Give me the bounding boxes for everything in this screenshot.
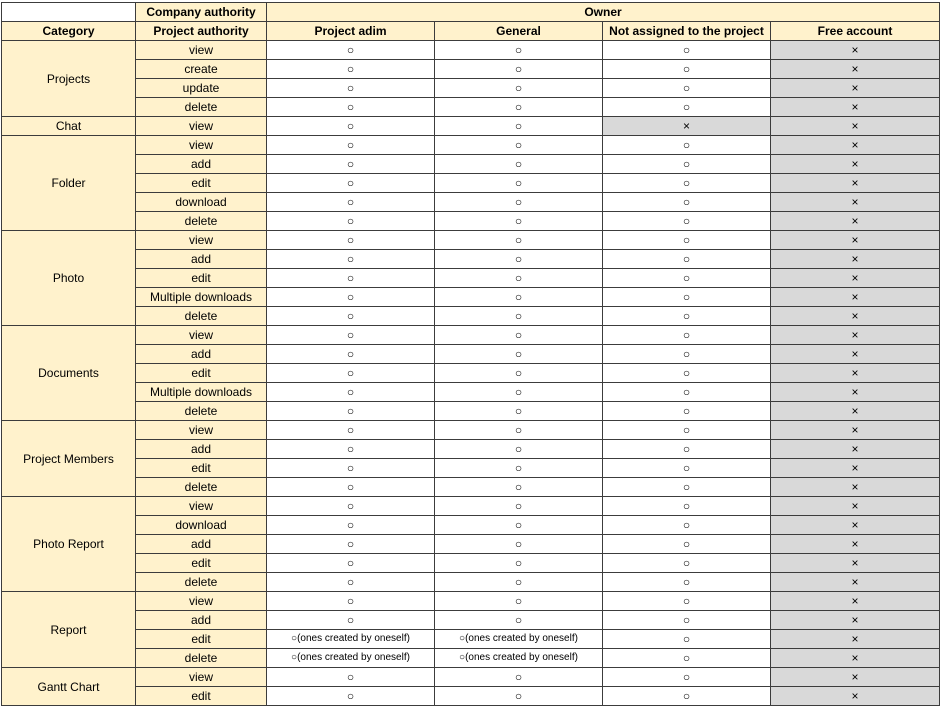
permission-cell: edit bbox=[136, 459, 267, 478]
permission-cell: delete bbox=[136, 573, 267, 592]
not-allowed-mark: × bbox=[771, 554, 940, 573]
allowed-mark: ○ bbox=[603, 630, 771, 649]
permission-cell: delete bbox=[136, 402, 267, 421]
table-row bbox=[2, 668, 940, 687]
permission-cell: view bbox=[136, 668, 267, 687]
not-allowed-mark: × bbox=[771, 611, 940, 630]
permission-cell: delete bbox=[136, 649, 267, 668]
allowed-mark: ○ bbox=[435, 573, 603, 592]
category-cell: Photo Report bbox=[2, 497, 136, 592]
allowed-mark: ○ bbox=[603, 174, 771, 193]
allowed-mark: ○ bbox=[603, 345, 771, 364]
allowed-mark: ○ bbox=[435, 554, 603, 573]
category-header: Category bbox=[2, 22, 136, 41]
allowed-mark: ○ bbox=[435, 288, 603, 307]
allowed-mark: ○ bbox=[603, 687, 771, 706]
not-allowed-mark: × bbox=[771, 345, 940, 364]
allowed-mark: ○ bbox=[267, 573, 435, 592]
permission-cell: Multiple downloads bbox=[136, 383, 267, 402]
not-allowed-mark: × bbox=[771, 592, 940, 611]
allowed-mark: ○ bbox=[435, 60, 603, 79]
not-allowed-mark: × bbox=[771, 573, 940, 592]
not-allowed-mark: × bbox=[771, 307, 940, 326]
not-allowed-mark: × bbox=[771, 326, 940, 345]
permission-cell: add bbox=[136, 250, 267, 269]
allowed-mark: ○(ones created by oneself) bbox=[267, 630, 435, 649]
not-allowed-mark: × bbox=[771, 649, 940, 668]
not-allowed-mark: × bbox=[771, 60, 940, 79]
category-cell: Chat bbox=[2, 117, 136, 136]
allowed-mark: ○(ones created by oneself) bbox=[435, 649, 603, 668]
allowed-mark: ○ bbox=[267, 193, 435, 212]
allowed-mark: ○ bbox=[603, 326, 771, 345]
not-allowed-mark: × bbox=[771, 383, 940, 402]
category-cell: Gantt Chart bbox=[2, 668, 136, 706]
table-row bbox=[2, 212, 940, 231]
allowed-mark: ○ bbox=[603, 459, 771, 478]
allowed-mark: ○ bbox=[435, 611, 603, 630]
allowed-mark: ○ bbox=[267, 250, 435, 269]
table-row bbox=[2, 193, 940, 212]
allowed-mark: ○ bbox=[267, 79, 435, 98]
allowed-mark: ○ bbox=[603, 516, 771, 535]
allowed-mark: ○ bbox=[267, 668, 435, 687]
allowed-mark: ○ bbox=[267, 516, 435, 535]
not-allowed-mark: × bbox=[771, 630, 940, 649]
allowed-mark: ○(ones created by oneself) bbox=[435, 630, 603, 649]
allowed-mark: ○ bbox=[267, 98, 435, 117]
table-row bbox=[2, 60, 940, 79]
table-row bbox=[2, 41, 940, 60]
allowed-mark: ○ bbox=[603, 668, 771, 687]
table-row bbox=[2, 231, 940, 250]
table-row bbox=[2, 383, 940, 402]
allowed-mark: ○ bbox=[267, 554, 435, 573]
allowed-mark: ○ bbox=[435, 535, 603, 554]
not-allowed-mark: × bbox=[771, 364, 940, 383]
permission-cell: add bbox=[136, 535, 267, 554]
header-row-1 bbox=[2, 3, 940, 22]
table-row bbox=[2, 630, 940, 649]
table-row bbox=[2, 649, 940, 668]
table-row bbox=[2, 535, 940, 554]
allowed-mark: ○ bbox=[267, 288, 435, 307]
allowed-mark: ○ bbox=[603, 231, 771, 250]
allowed-mark: ○ bbox=[603, 535, 771, 554]
header-row-2 bbox=[2, 22, 940, 41]
not-allowed-mark: × bbox=[771, 497, 940, 516]
allowed-mark: ○ bbox=[435, 326, 603, 345]
category-cell: Projects bbox=[2, 41, 136, 117]
allowed-mark: ○ bbox=[435, 41, 603, 60]
allowed-mark: ○ bbox=[267, 611, 435, 630]
allowed-mark: ○ bbox=[603, 611, 771, 630]
allowed-mark: ○ bbox=[603, 592, 771, 611]
table-row bbox=[2, 402, 940, 421]
allowed-mark: ○ bbox=[267, 535, 435, 554]
allowed-mark: ○ bbox=[435, 174, 603, 193]
permission-cell: edit bbox=[136, 174, 267, 193]
not-allowed-mark: × bbox=[771, 288, 940, 307]
not-allowed-mark: × bbox=[771, 193, 940, 212]
allowed-mark: ○ bbox=[603, 250, 771, 269]
not-allowed-mark: × bbox=[771, 41, 940, 60]
company-authority-header: Company authority bbox=[136, 3, 267, 22]
permission-cell: view bbox=[136, 592, 267, 611]
allowed-mark: ○ bbox=[603, 155, 771, 174]
not-allowed-mark: × bbox=[771, 79, 940, 98]
permission-cell: edit bbox=[136, 630, 267, 649]
not-allowed-mark: × bbox=[771, 668, 940, 687]
allowed-mark: ○ bbox=[603, 307, 771, 326]
allowed-mark: ○ bbox=[267, 364, 435, 383]
permission-cell: edit bbox=[136, 269, 267, 288]
table-row bbox=[2, 136, 940, 155]
allowed-mark: ○ bbox=[603, 649, 771, 668]
permission-cell: update bbox=[136, 79, 267, 98]
allowed-mark: ○ bbox=[267, 307, 435, 326]
allowed-mark: ○ bbox=[603, 41, 771, 60]
not-allowed-mark: × bbox=[771, 459, 940, 478]
owner-header: Owner bbox=[267, 3, 940, 22]
allowed-mark: ○ bbox=[267, 41, 435, 60]
table-row bbox=[2, 516, 940, 535]
permission-cell: add bbox=[136, 440, 267, 459]
not-allowed-mark: × bbox=[771, 98, 940, 117]
not-allowed-mark: × bbox=[771, 155, 940, 174]
table-row bbox=[2, 117, 940, 136]
allowed-mark: ○ bbox=[603, 573, 771, 592]
not-allowed-mark: × bbox=[771, 136, 940, 155]
permission-cell: Multiple downloads bbox=[136, 288, 267, 307]
table-row bbox=[2, 269, 940, 288]
permission-table-body bbox=[2, 41, 940, 706]
not-allowed-mark: × bbox=[771, 516, 940, 535]
allowed-mark: ○ bbox=[267, 383, 435, 402]
table-row bbox=[2, 345, 940, 364]
allowed-mark: ○ bbox=[603, 383, 771, 402]
allowed-mark: ○ bbox=[435, 136, 603, 155]
permission-cell: edit bbox=[136, 687, 267, 706]
table-row bbox=[2, 155, 940, 174]
table-row bbox=[2, 687, 940, 706]
allowed-mark: ○(ones created by oneself) bbox=[267, 649, 435, 668]
header-empty-cell bbox=[2, 3, 136, 22]
category-cell: Project Members bbox=[2, 421, 136, 497]
allowed-mark: ○ bbox=[267, 212, 435, 231]
not-allowed-mark: × bbox=[771, 117, 940, 136]
not-allowed-mark: × bbox=[771, 440, 940, 459]
allowed-mark: ○ bbox=[435, 98, 603, 117]
allowed-mark: ○ bbox=[603, 478, 771, 497]
permission-cell: delete bbox=[136, 307, 267, 326]
permission-cell: delete bbox=[136, 212, 267, 231]
permission-cell: view bbox=[136, 41, 267, 60]
allowed-mark: ○ bbox=[435, 231, 603, 250]
allowed-mark: ○ bbox=[603, 98, 771, 117]
not-allowed-mark: × bbox=[771, 535, 940, 554]
table-row bbox=[2, 326, 940, 345]
category-cell: Report bbox=[2, 592, 136, 668]
allowed-mark: ○ bbox=[435, 668, 603, 687]
allowed-mark: ○ bbox=[267, 478, 435, 497]
allowed-mark: ○ bbox=[435, 459, 603, 478]
permission-cell: view bbox=[136, 326, 267, 345]
allowed-mark: ○ bbox=[435, 687, 603, 706]
column-header-free-account: Free account bbox=[771, 22, 940, 41]
allowed-mark: ○ bbox=[435, 364, 603, 383]
allowed-mark: ○ bbox=[603, 79, 771, 98]
project-authority-header: Project authority bbox=[136, 22, 267, 41]
allowed-mark: ○ bbox=[435, 592, 603, 611]
permission-cell: create bbox=[136, 60, 267, 79]
not-allowed-mark: × bbox=[771, 269, 940, 288]
permission-cell: download bbox=[136, 193, 267, 212]
column-header-not-assigned: Not assigned to the project bbox=[603, 22, 771, 41]
column-header-general: General bbox=[435, 22, 603, 41]
table-row bbox=[2, 573, 940, 592]
allowed-mark: ○ bbox=[267, 402, 435, 421]
permission-cell: view bbox=[136, 136, 267, 155]
permission-cell: view bbox=[136, 497, 267, 516]
not-allowed-mark: × bbox=[771, 402, 940, 421]
allowed-mark: ○ bbox=[603, 402, 771, 421]
table-row bbox=[2, 478, 940, 497]
allowed-mark: ○ bbox=[435, 269, 603, 288]
allowed-mark: ○ bbox=[267, 497, 435, 516]
allowed-mark: ○ bbox=[267, 174, 435, 193]
allowed-mark: ○ bbox=[603, 269, 771, 288]
allowed-mark: ○ bbox=[267, 592, 435, 611]
allowed-mark: ○ bbox=[435, 478, 603, 497]
allowed-mark: ○ bbox=[603, 497, 771, 516]
not-allowed-mark: × bbox=[603, 117, 771, 136]
not-allowed-mark: × bbox=[771, 478, 940, 497]
allowed-mark: ○ bbox=[435, 440, 603, 459]
allowed-mark: ○ bbox=[435, 345, 603, 364]
table-row bbox=[2, 307, 940, 326]
allowed-mark: ○ bbox=[267, 440, 435, 459]
permission-table bbox=[1, 2, 940, 706]
not-allowed-mark: × bbox=[771, 250, 940, 269]
allowed-mark: ○ bbox=[435, 79, 603, 98]
allowed-mark: ○ bbox=[435, 516, 603, 535]
table-row bbox=[2, 288, 940, 307]
permission-cell: add bbox=[136, 611, 267, 630]
allowed-mark: ○ bbox=[267, 345, 435, 364]
allowed-mark: ○ bbox=[267, 155, 435, 174]
allowed-mark: ○ bbox=[267, 687, 435, 706]
allowed-mark: ○ bbox=[435, 421, 603, 440]
allowed-mark: ○ bbox=[435, 250, 603, 269]
allowed-mark: ○ bbox=[603, 136, 771, 155]
allowed-mark: ○ bbox=[267, 231, 435, 250]
not-allowed-mark: × bbox=[771, 231, 940, 250]
column-header-project-admin: Project adim bbox=[267, 22, 435, 41]
allowed-mark: ○ bbox=[603, 193, 771, 212]
permission-cell: delete bbox=[136, 98, 267, 117]
table-row bbox=[2, 421, 940, 440]
allowed-mark: ○ bbox=[267, 421, 435, 440]
allowed-mark: ○ bbox=[435, 117, 603, 136]
allowed-mark: ○ bbox=[267, 117, 435, 136]
permission-cell: view bbox=[136, 117, 267, 136]
permission-cell: view bbox=[136, 231, 267, 250]
allowed-mark: ○ bbox=[267, 459, 435, 478]
table-row bbox=[2, 98, 940, 117]
permission-cell: add bbox=[136, 155, 267, 174]
allowed-mark: ○ bbox=[435, 193, 603, 212]
category-cell: Documents bbox=[2, 326, 136, 421]
allowed-mark: ○ bbox=[435, 383, 603, 402]
table-row bbox=[2, 174, 940, 193]
permission-cell: add bbox=[136, 345, 267, 364]
table-row bbox=[2, 611, 940, 630]
allowed-mark: ○ bbox=[603, 421, 771, 440]
table-row bbox=[2, 497, 940, 516]
permission-cell: delete bbox=[136, 478, 267, 497]
table-row bbox=[2, 250, 940, 269]
table-row bbox=[2, 554, 940, 573]
allowed-mark: ○ bbox=[267, 60, 435, 79]
category-cell: Folder bbox=[2, 136, 136, 231]
table-row bbox=[2, 364, 940, 383]
allowed-mark: ○ bbox=[267, 326, 435, 345]
allowed-mark: ○ bbox=[435, 402, 603, 421]
allowed-mark: ○ bbox=[435, 307, 603, 326]
permission-cell: download bbox=[136, 516, 267, 535]
table-row bbox=[2, 459, 940, 478]
not-allowed-mark: × bbox=[771, 212, 940, 231]
permission-cell: edit bbox=[136, 364, 267, 383]
table-row bbox=[2, 592, 940, 611]
not-allowed-mark: × bbox=[771, 687, 940, 706]
permission-cell: edit bbox=[136, 554, 267, 573]
allowed-mark: ○ bbox=[435, 497, 603, 516]
not-allowed-mark: × bbox=[771, 421, 940, 440]
allowed-mark: ○ bbox=[603, 288, 771, 307]
allowed-mark: ○ bbox=[603, 364, 771, 383]
allowed-mark: ○ bbox=[435, 155, 603, 174]
category-cell: Photo bbox=[2, 231, 136, 326]
allowed-mark: ○ bbox=[603, 60, 771, 79]
allowed-mark: ○ bbox=[603, 212, 771, 231]
allowed-mark: ○ bbox=[435, 212, 603, 231]
table-row bbox=[2, 79, 940, 98]
allowed-mark: ○ bbox=[603, 440, 771, 459]
allowed-mark: ○ bbox=[267, 269, 435, 288]
allowed-mark: ○ bbox=[603, 554, 771, 573]
table-row bbox=[2, 440, 940, 459]
allowed-mark: ○ bbox=[267, 136, 435, 155]
not-allowed-mark: × bbox=[771, 174, 940, 193]
permission-cell: view bbox=[136, 421, 267, 440]
